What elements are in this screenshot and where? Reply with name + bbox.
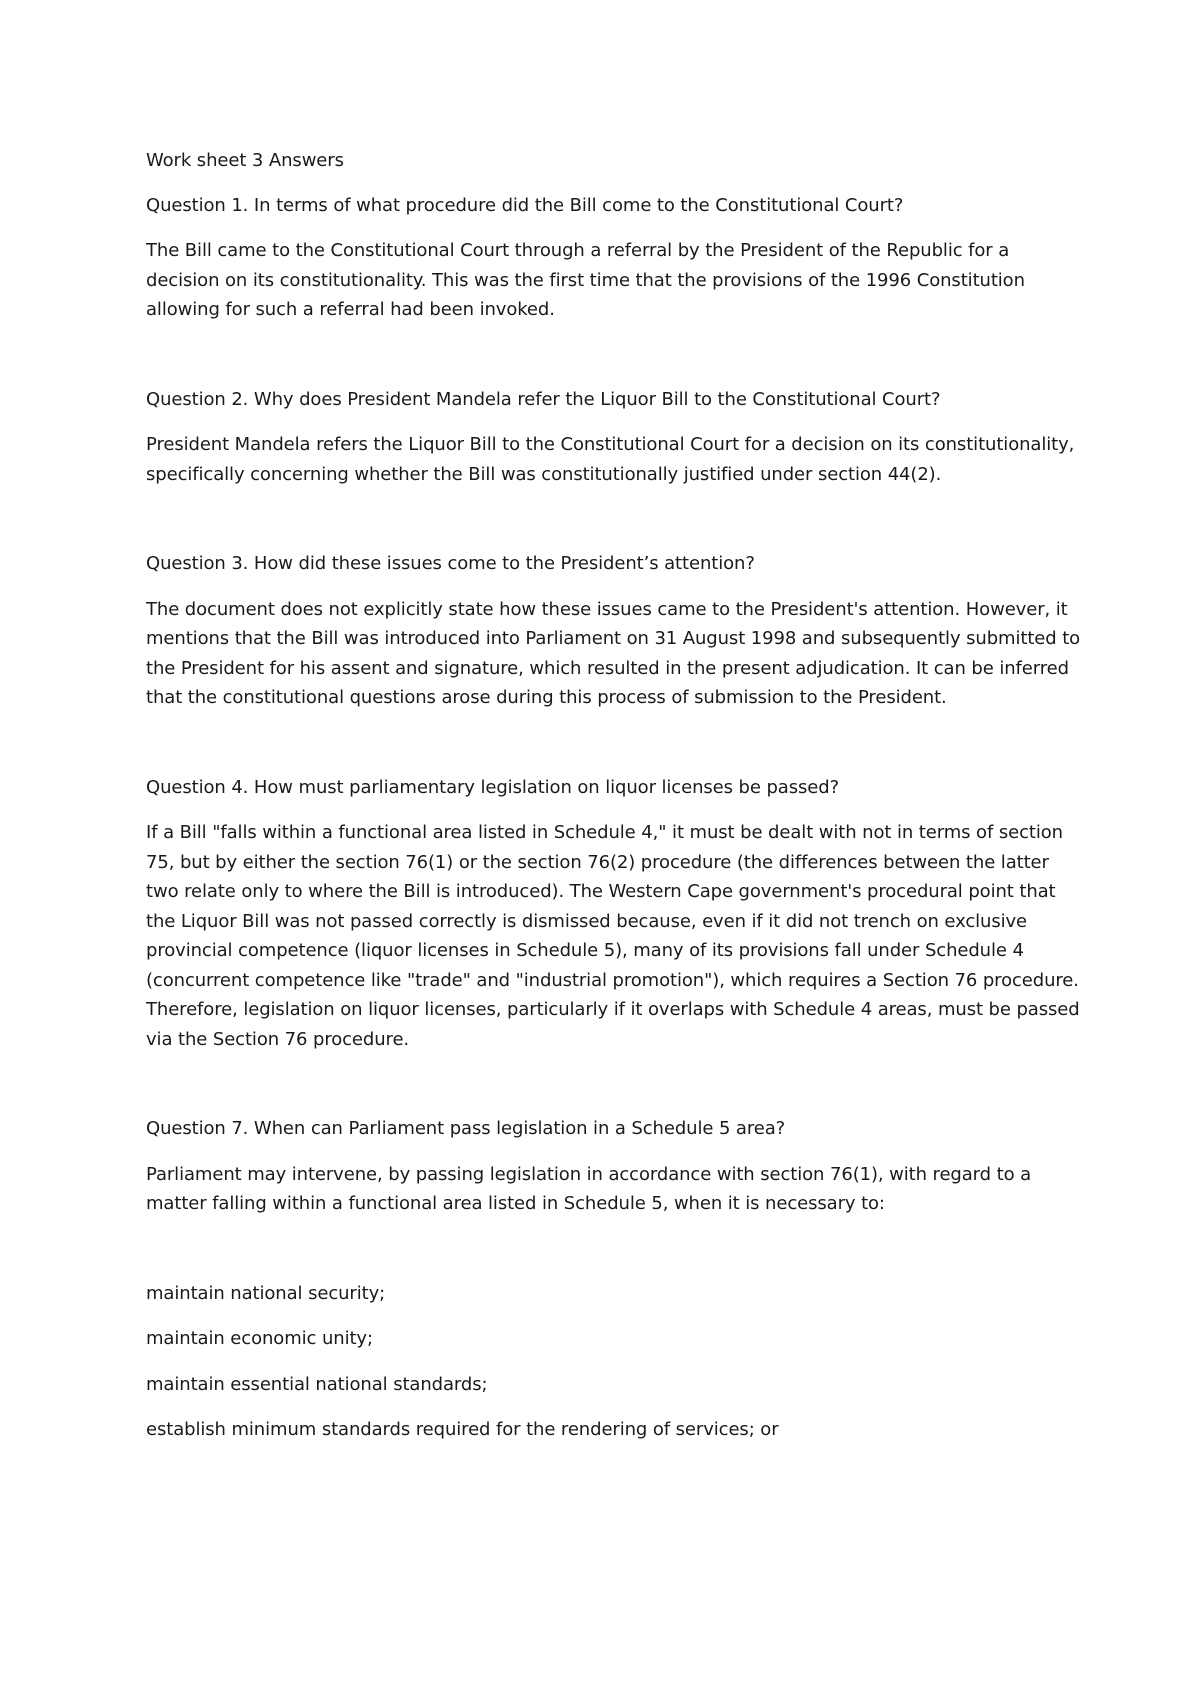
list-item: maintain national security;: [146, 1282, 386, 1304]
answer-text: If a Bill "falls within a functional area listed in Schedule 4," it must be dealt with not in terms of section 75, but by either the section 76(1) or the section 76(2) procedure (the differences between the latter two relate only to where the Bill is introduced). The Western Cape government's procedural point that the Liquor Bill was not passed correctly is dismissed because, even if it did not trench on exclusive provincial competence (liquor licenses in Schedule 5), many of its provisions fall under Schedule 4 (concurrent competence like "trade" and "industrial promotion"), which requires a Section 76 procedure. Therefore, legislation on liquor licenses, particularly if it overlaps with Schedule 4 areas, must be passed via the Section 76 procedure.: [146, 822, 1080, 1050]
document-page: [146, 146, 1086, 1461]
section-q3: [146, 549, 1086, 713]
section-q4: [146, 773, 1086, 1055]
section-q2: [146, 385, 1086, 490]
list-item: maintain economic unity;: [146, 1328, 373, 1349]
question-text: Question 1. In terms of what procedure did the Bill come to the Constitutional Court?: [146, 194, 904, 216]
answer-text: The Bill came to the Constitutional Court through a referral by the President of the Republic for a decision on its constitutionality. This was the first time that the provisions of the 1996 Constitution allowing for such a referral had been invoked.: [146, 240, 1025, 320]
list-item: maintain essential national standards;: [146, 1373, 488, 1395]
section-q7: [146, 1114, 1086, 1219]
question-text: Question 4. How must parliamentary legislation on liquor licenses be passed?: [146, 776, 840, 798]
question-text: Question 3. How did these issues come to the President’s attention?: [146, 553, 755, 574]
answer-text: The document does not explicitly state how these issues came to the President's attention. However, it mentions that the Bill was introduced into Parliament on 31 August 1998 and subsequently submitted to the President for his assent and signature, which resulted in the present adjudication. It can be inferred that the constitutional questions arose during this process of submission to the President.: [146, 598, 1081, 708]
document-title: Work sheet 3 Answers: [146, 150, 344, 171]
question-text: Question 7. When can Parliament pass legislation in a Schedule 5 area?: [146, 1118, 786, 1139]
conditions-list: [146, 1279, 1086, 1445]
answer-text: Parliament may intervene, by passing legislation in accordance with section 76(1), with regard to a matter falling within a functional area listed in Schedule 5, when it is necessary to:: [146, 1163, 1032, 1214]
answer-text: President Mandela refers the Liquor Bill to the Constitutional Court for a decision on its constitutionality, specifically concerning whether the Bill was constitutionally justified under section 44(2).: [146, 434, 1075, 485]
question-text: Question 2. Why does President Mandela refer the Liquor Bill to the Constitutional Court?: [146, 388, 941, 410]
section-q1: [146, 191, 1086, 325]
list-item: establish minimum standards required for the rendering of services; or: [146, 1419, 779, 1440]
